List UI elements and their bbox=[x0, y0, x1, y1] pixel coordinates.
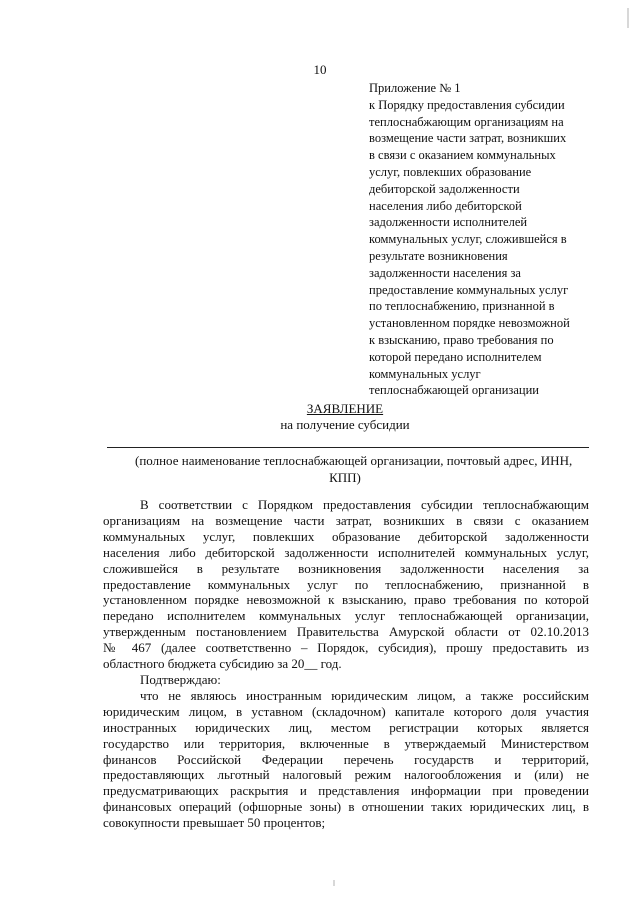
appendix-line: установленном порядке невозможной bbox=[369, 316, 570, 331]
appendix-header bbox=[369, 80, 609, 399]
appendix-line: коммунальных услуг bbox=[369, 366, 481, 381]
statement-subtitle: на получение субсидии bbox=[280, 417, 410, 432]
statement-body bbox=[103, 497, 589, 831]
body-line: передано исполнителем коммунальных услуг теплоснабжающей организации, bbox=[103, 608, 589, 624]
statement-title: ЗАЯВЛЕНИЕ bbox=[306, 401, 384, 416]
body-line: предоставление коммунальных услуг по теплоснабжению, признанной в bbox=[103, 576, 589, 592]
body-line: организациям на возмещение части затрат, возникших в связи с оказанием bbox=[103, 512, 589, 528]
scan-artifact-mark bbox=[627, 8, 629, 28]
body-line: финансов Российской Федерации перечень государств и территорий, bbox=[103, 751, 589, 767]
appendix-line: задолженности исполнителей bbox=[369, 215, 528, 230]
body-line: коммунальных услуг, повлекших образование дебиторской задолженности bbox=[103, 528, 589, 544]
body-line: В соответствии с Порядком предоставления субсидии теплоснабжающим bbox=[140, 497, 589, 512]
body-line: утвержденным постановлением Правительства Амурской области от 02.10.2013 bbox=[103, 624, 589, 640]
body-line: сложившейся в результате возникновения задолженности населения за bbox=[103, 560, 589, 576]
fill-caption-line-1: (полное наименование теплоснабжающей организации, почтовый адрес, ИНН, bbox=[135, 453, 573, 468]
appendix-line: в связи с оказанием коммунальных bbox=[369, 148, 556, 163]
appendix-line: задолженности населения за bbox=[369, 265, 521, 280]
appendix-line: к взысканию, право требования по bbox=[369, 332, 554, 347]
page-number: 10 bbox=[313, 62, 327, 77]
scan-artifact-mark bbox=[333, 880, 335, 886]
appendix-line: услуг, повлекших образование bbox=[369, 164, 532, 179]
fill-caption-line-2: КПП) bbox=[329, 470, 361, 485]
body-line: юридическим лицом, в уставном (складочном) капитале которого доля участия bbox=[103, 703, 589, 719]
appendix-title: Приложение № 1 bbox=[369, 81, 461, 95]
body-line: что не являюсь иностранным юридическим лицом, а также российским bbox=[140, 687, 589, 703]
appendix-line: теплоснабжающей организации bbox=[369, 383, 539, 398]
appendix-line: которой передано исполнителем bbox=[369, 349, 542, 364]
organization-fill-line bbox=[107, 447, 589, 448]
appendix-line: возмещение части затрат, возникших bbox=[369, 131, 567, 146]
appendix-line: к Порядку предоставления субсидии bbox=[369, 97, 565, 112]
appendix-line: дебиторской задолженности bbox=[369, 181, 520, 196]
body-line: населения либо дебиторской задолженности исполнителей коммунальных услуг, bbox=[103, 544, 589, 560]
appendix-line: предоставление коммунальных услуг bbox=[369, 282, 569, 297]
confirm-heading: Подтверждаю: bbox=[140, 671, 221, 687]
body-line: установленном порядке невозможной к взысканию, право требования по которой bbox=[103, 592, 589, 608]
appendix-line: населения либо дебиторской bbox=[369, 198, 522, 213]
appendix-line: по теплоснабжению, признанной в bbox=[369, 299, 555, 314]
body-line: государство или территория, включенные в утверждаемый Министерством bbox=[103, 735, 589, 751]
appendix-line: теплоснабжающим организациям на bbox=[369, 114, 564, 129]
body-line: предусматривающих раскрытия и представления информации при проведении bbox=[103, 783, 589, 799]
body-line: совокупности превышает 50 процентов; bbox=[103, 815, 326, 831]
body-line: областного бюджета субсидию за 20__ год. bbox=[103, 656, 342, 672]
body-line: иностранных юридических лиц, местом регистрации которых является bbox=[103, 719, 589, 735]
appendix-line: коммунальных услуг, сложившейся в bbox=[369, 232, 567, 247]
appendix-line: результате возникновения bbox=[369, 248, 508, 263]
body-line: № 467 (далее соответственно – Порядок, субсидия), прошу предоставить из bbox=[103, 640, 589, 656]
body-line: финансовых операций (офшорные зоны) в отношении таких юридических лиц, в bbox=[103, 799, 589, 815]
body-line: предоставляющих льготный налоговый режим налогообложения и (или) не bbox=[103, 767, 589, 783]
